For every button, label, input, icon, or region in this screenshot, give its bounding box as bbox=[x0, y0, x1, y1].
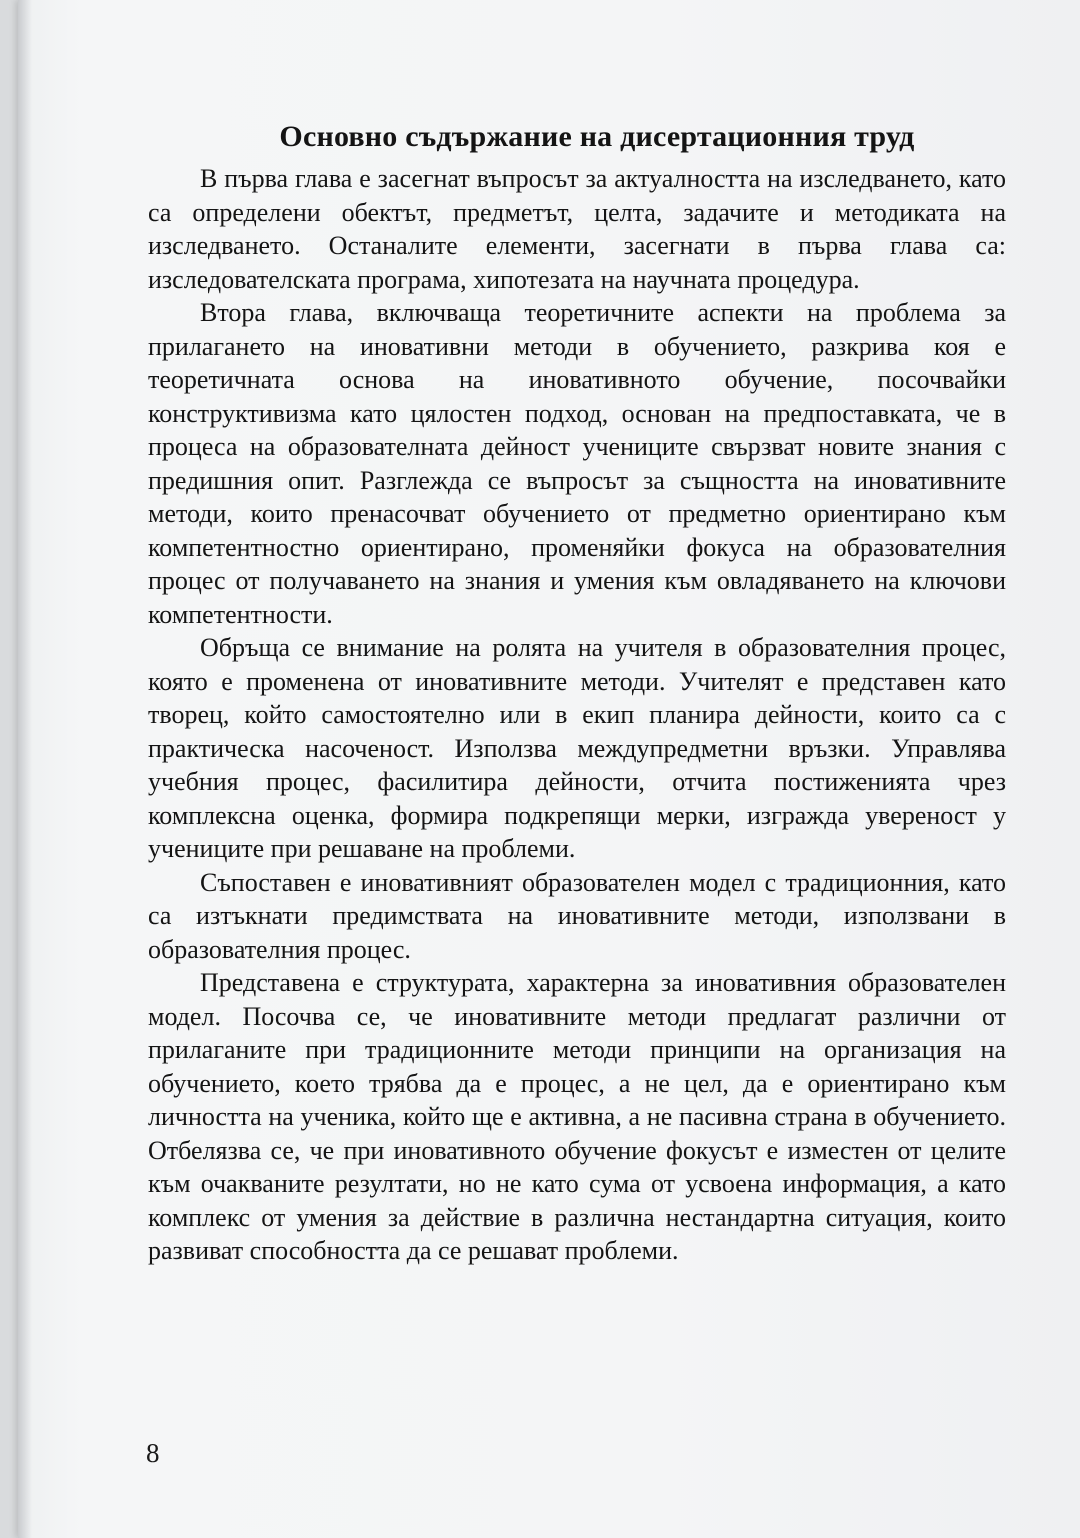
page-number: 8 bbox=[146, 1438, 160, 1468]
paragraph-teacher-role: Обръща се внимание на ролята на учителя в образователния процес, която е променена от иновативните методи. Учителят е представен като творец, който самостоятелно или в екип планира дейности, които са с практическа насоченост. Използва междупредметни връзки. Управлява учебния процес, фасилитира дейности, отчита постиженията чрез комплексна оценка, формира подкрепящи мерки, изгражда увереност у учениците при решаване на проблеми. bbox=[148, 633, 1006, 863]
paragraph-model-structure: Представена е структурата, характерна за иновативния образователен модел. Посочва се, че иновативните методи предлагат различни от прилаганите при традиционните методи принципи на организация на обучението, което трябва да е процес, а не цел, да е ориентирано към личността на ученика, който ще е активна, а не пасивна страна в обучението. Отбелязва се, че при иновативното обучение фокусът е изместен от целите към очакваните резултати, но не като сума от усвоена информация, а като комплекс от умения за действие в различна нестандартна ситуация, които развиват способността да се решават проблеми. bbox=[148, 968, 1006, 1265]
paragraph-chapter-one: В първа глава е засегнат въпросът за актуалността на изследването, като са определени обектът, предметът, целта, задачите и методиката на изследването. Останалите елементи, засегнати в първа глава са: изследователската програма, хипотезата на научната процедура. bbox=[148, 164, 1006, 294]
page-content bbox=[148, 120, 1006, 1268]
paragraph-chapter-two: Втора глава, включваща теоретичните аспекти на проблема за прилагането на иновативни методи в обучението, разкрива коя е теоретичната основа на иновативното обучение, посочвайки конструктивизма като цялостен подход, основан на предпоставката, че в процеса на образователната дейност учениците свързват новите знания с предишния опит. Разглежда се въпросът за същността на иновативните методи, които пренасочват обучението от предметно ориентирано към компетентностно ориентирано, променяйки фокуса на образователния процес от получаването на знания и умения към овладяването на ключови компетентности. bbox=[148, 298, 1006, 629]
paragraph-model-comparison: Съпоставен е иновативният образователен модел с традиционния, като са изтъкнати предимствата на иновативните методи, използвани в образователния процес. bbox=[148, 867, 1006, 964]
document-page bbox=[18, 0, 1080, 1538]
page-title: Основно съдържание на дисертационния труд bbox=[279, 120, 915, 153]
